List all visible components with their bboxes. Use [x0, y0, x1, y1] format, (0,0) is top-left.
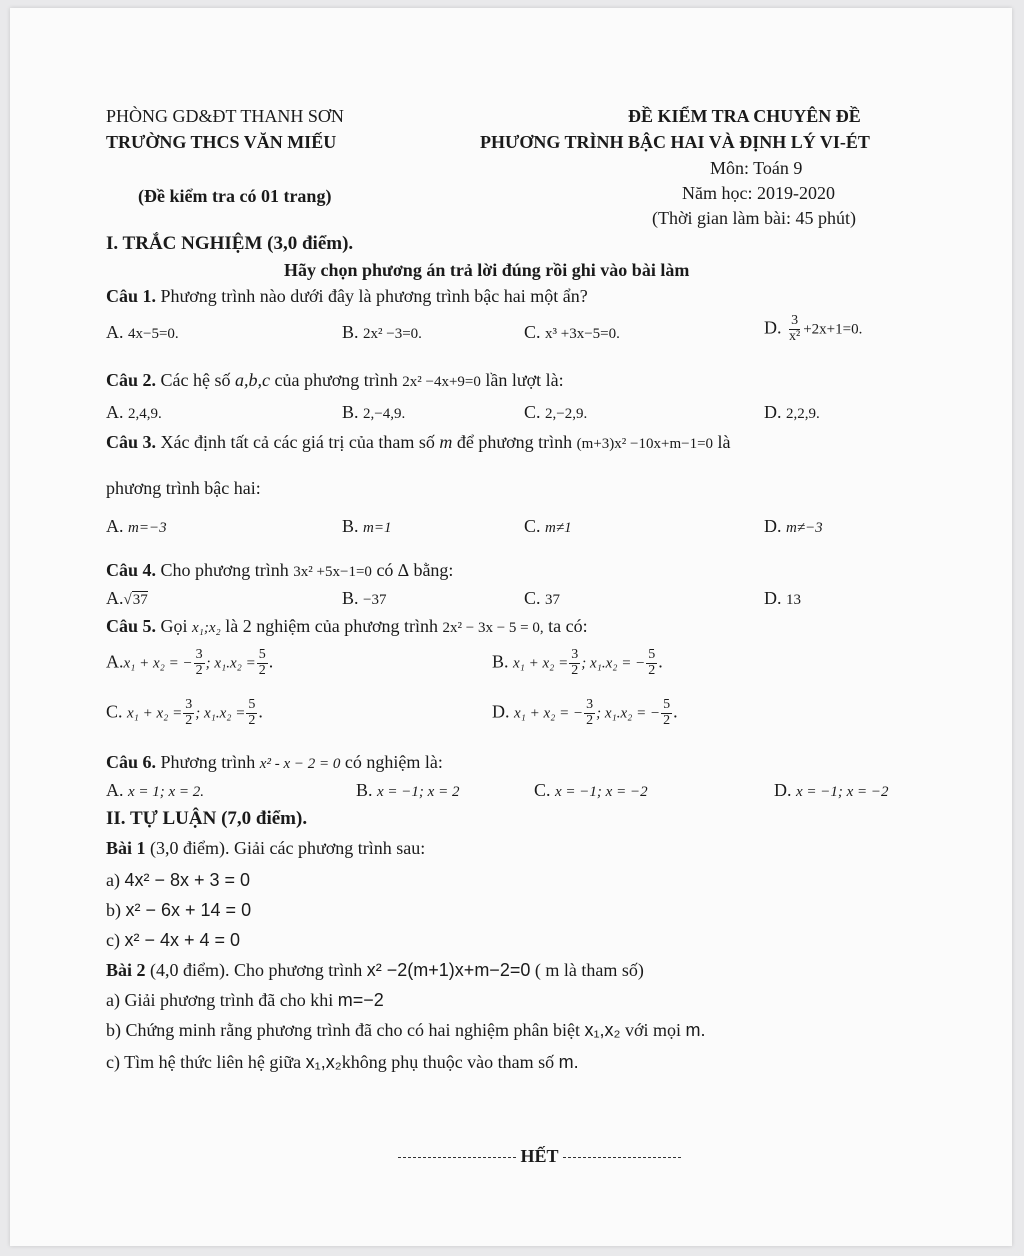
question-2: Câu 2. Các hệ số a,b,c của phương trình 2x² −4x+9=0 lần lượt là:	[106, 370, 564, 390]
bai-1-b: b) x² − 6x + 14 = 0	[106, 900, 252, 920]
q3-option-b: B. m=1	[342, 516, 392, 536]
bai-2-c: c) Tìm hệ thức liên hệ giữa x₁,x₂không phụ thuộc vào tham số m.	[106, 1052, 579, 1072]
bai-1-c: c) x² − 4x + 4 = 0	[106, 930, 241, 950]
q5-option-a: A.x₁ + x₂ = − $\frac{3}{2}$ ; x₁.x₂ = $\frac{5}{2}$ .	[106, 647, 274, 678]
q6-option-c: C. x = −1; x = −2	[534, 780, 648, 800]
part1-instruction: Hãy chọn phương án trả lời đúng rồi ghi vào bài làm	[284, 260, 690, 280]
question-3-continued: phương trình bậc hai:	[106, 478, 261, 498]
question-3: Câu 3. Xác định tất cả các giá trị của tham số m để phương trình (m+3)x² −10x+m−1=0 là	[106, 432, 731, 452]
q3-option-c: C. m≠1	[524, 516, 572, 536]
question-5: Câu 5. Gọi x₁;x₂ là 2 nghiệm của phương trình 2x² − 3x − 5 = 0, ta có:	[106, 616, 588, 636]
q2-option-b: B. 2,−4,9.	[342, 402, 406, 422]
q5-option-b: B. x₁ + x₂ = $\frac{3}{2}$ ; x₁.x₂ = − $\frac{5}{2}$ .	[492, 647, 663, 678]
q4-option-d: D. 13	[764, 588, 801, 608]
end-marker: HẾT	[398, 1146, 681, 1167]
question-4: Câu 4. Cho phương trình 3x² +5x−1=0 có ∆ bằng:	[106, 560, 454, 580]
q5-option-d: D. x₁ + x₂ = − $\frac{3}{2}$ ; x₁.x₂ = − $\frac{5}{2}$ .	[492, 697, 678, 728]
page-count-note: (Đề kiểm tra có 01 trang)	[138, 186, 332, 206]
part2-title: II. TỰ LUẬN (7,0 điểm).	[106, 808, 308, 829]
q3-option-a: A. m=−3	[106, 516, 167, 536]
bai-1: Bài 1 (3,0 điểm). Giải các phương trình sau:	[106, 838, 426, 858]
q4-option-c: C. 37	[524, 588, 561, 608]
exam-topic: PHƯƠNG TRÌNH BẬC HAI VÀ ĐỊNH LÝ VI-ÉT	[480, 132, 870, 152]
school-year: Năm học: 2019-2020	[682, 183, 835, 203]
q6-option-a: A. x = 1; x = 2.	[106, 780, 205, 800]
bai-1-a: a) 4x² − 8x + 3 = 0	[106, 870, 251, 890]
q2-option-d: D. 2,2,9.	[764, 402, 820, 422]
q4-option-a: A.√37	[106, 588, 148, 608]
q3-option-d: D. m≠−3	[764, 516, 823, 536]
part1-title: I. TRẮC NGHIỆM (3,0 điểm).	[106, 233, 354, 254]
divider	[398, 1157, 516, 1158]
q1-option-d: D. $\frac{3}{\text{x²}}$ +2x+1=0.	[764, 313, 863, 344]
divider	[563, 1157, 681, 1158]
question-1	[106, 286, 588, 307]
subject: Môn: Toán 9	[710, 158, 803, 178]
q1-option-c: C. x³ +3x−5=0.	[524, 322, 620, 342]
q4-option-b: B. −37	[342, 588, 387, 608]
q5-option-c: C. x₁ + x₂ = $\frac{3}{2}$ ; x₁.x₂ = $\frac{5}{2}$ .	[106, 697, 263, 728]
bai-2-b: b) Chứng minh rằng phương trình đã cho có hai nghiệm phân biệt x₁,x₂ với mọi m.	[106, 1020, 706, 1040]
q1-option-a: A. 4x−5=0.	[106, 322, 179, 342]
bai-2-a: a) Giải phương trình đã cho khi m=−2	[106, 990, 384, 1010]
q6-option-d: D. x = −1; x = −2	[774, 780, 889, 800]
bai-2: Bài 2 (4,0 điểm). Cho phương trình x² −2(m+1)x+m−2=0 ( m là tham số)	[106, 960, 644, 980]
exam-page	[10, 8, 1012, 1246]
q2-option-a: A. 2,4,9.	[106, 402, 162, 422]
question-label: Câu 1.	[106, 286, 157, 306]
q1-option-b: B. 2x² −3=0.	[342, 322, 422, 342]
time-limit: (Thời gian làm bài: 45 phút)	[652, 208, 856, 228]
department-name: PHÒNG GD&ĐT THANH SƠN	[106, 106, 344, 126]
q2-option-c: C. 2,−2,9.	[524, 402, 588, 422]
q6-option-b: B. x = −1; x = 2	[356, 780, 460, 800]
question-text: Phương trình nào dưới đây là phương trình bậc hai một ẩn?	[160, 286, 588, 306]
school-name: TRƯỜNG THCS VĂN MIẾU	[106, 132, 337, 152]
exam-title: ĐỀ KIỂM TRA CHUYÊN ĐỀ	[628, 106, 861, 126]
question-6: Câu 6. Phương trình x² - x − 2 = 0 có nghiệm là:	[106, 752, 443, 772]
